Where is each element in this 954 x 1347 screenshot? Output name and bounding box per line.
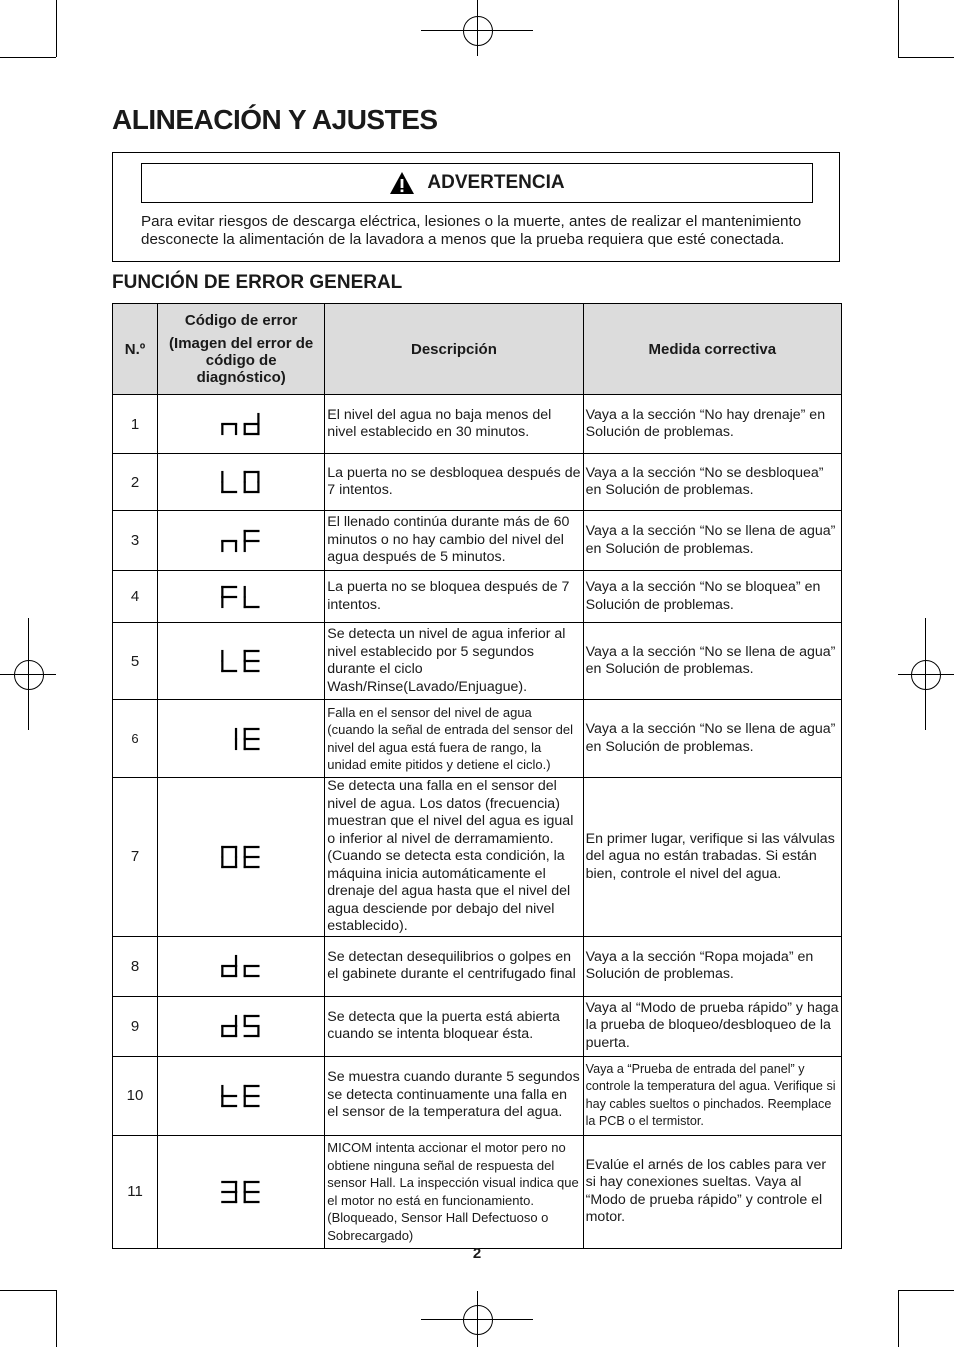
error-code-display-icon [218, 579, 264, 615]
row-corrective-action: En primer lugar, verifique si las válvulas del agua no están trabadas. Si están bien, controle el nivel del agua. [583, 778, 841, 937]
header-action: Medida correctiva [583, 304, 841, 395]
table-row [113, 996, 842, 1056]
row-number: 6 [113, 700, 158, 778]
warning-label: ADVERTENCIA [427, 172, 565, 193]
table-row [113, 623, 842, 700]
row-description: Se detecta que la puerta está abierta cuando se intenta bloquear ésta. [325, 996, 583, 1056]
error-code-display-icon [218, 406, 264, 442]
row-corrective-action: Vaya a la sección “Ropa mojada” en Solución de problemas. [583, 936, 841, 996]
row-number: 1 [113, 395, 158, 454]
error-code-cell [158, 996, 325, 1056]
header-no: N.º [113, 304, 158, 395]
error-code-display-icon [218, 464, 264, 500]
error-code-display-icon [218, 1078, 264, 1114]
row-description: La puerta no se bloquea después de 7 intentos. [325, 571, 583, 623]
row-corrective-action: Vaya al “Modo de prueba rápido” y haga la prueba de bloqueo/desbloqueo de la puerta. [583, 996, 841, 1056]
error-code-cell [158, 395, 325, 454]
row-corrective-action: Vaya a la sección “No se llena de agua” en Solución de problemas. [583, 623, 841, 700]
error-code-cell [158, 936, 325, 996]
row-number: 8 [113, 936, 158, 996]
row-corrective-action: Vaya a la sección “No se bloquea” en Solución de problemas. [583, 571, 841, 623]
row-corrective-action: Vaya a la sección “No se llena de agua” en Solución de problemas. [583, 700, 841, 778]
section-title: FUNCIÓN DE ERROR GENERAL [112, 272, 403, 293]
table-row [113, 571, 842, 623]
error-code-display-icon [218, 1174, 264, 1210]
table-row [113, 511, 842, 571]
row-number: 11 [113, 1135, 158, 1248]
error-code-display-icon [218, 839, 264, 875]
row-number: 2 [113, 454, 158, 511]
error-code-display-icon [218, 721, 264, 757]
row-number: 5 [113, 623, 158, 700]
row-corrective-action: Vaya a la sección “No se desbloquea” en Solución de problemas. [583, 454, 841, 511]
table-row [113, 778, 842, 937]
error-code-cell [158, 1056, 325, 1135]
row-description: Se detecta un nivel de agua inferior al nivel establecido por 5 segundos durante el ciclo Wash/Rinse(Lavado/Enjuague). [325, 623, 583, 700]
table-row [113, 1135, 842, 1248]
error-code-cell [158, 454, 325, 511]
error-code-cell [158, 1135, 325, 1248]
error-code-cell [158, 700, 325, 778]
row-number: 3 [113, 511, 158, 571]
warning-box [112, 152, 840, 262]
error-code-display-icon [218, 523, 264, 559]
error-code-cell [158, 571, 325, 623]
header-code-subtitle: (Imagen del error de código de diagnóstico) [169, 335, 314, 386]
header-code-title: Código de error [184, 312, 298, 329]
row-description: Se muestra cuando durante 5 segundos se detecta continuamente una falla en el sensor de la temperatura del agua. [325, 1056, 583, 1135]
warning-triangle-icon [389, 171, 415, 195]
row-number: 10 [113, 1056, 158, 1135]
table-row [113, 936, 842, 996]
warning-text: Para evitar riesgos de descarga eléctrica, lesiones o la muerte, antes de realizar el mantenimiento desconecte la alimentación de la lavadora a menos que la prueba requiera que esté conectada. [141, 213, 802, 248]
row-description: El llenado continúa durante más de 60 minutos o no hay cambio del nivel del agua después de 5 minutos. [325, 511, 583, 571]
row-description: MICOM intenta accionar el motor pero no obtiene ninguna señal de respuesta del sensor Hall. La inspección visual indica que el motor no está en funcionamiento. (Bloqueado, Sensor Hall Defectuoso o Sobrecargado) [325, 1135, 583, 1248]
error-code-cell [158, 511, 325, 571]
page-number: 2 [472, 1245, 482, 1262]
table-header-row [113, 304, 842, 395]
table-row [113, 395, 842, 454]
row-description: Se detecta una falla en el sensor del nivel de agua. Los datos (frecuencia) muestran que el nivel del agua es igual o inferior al nivel de derramamiento. (Cuando se detecta esta condición, la máquina inicia automáticamente el drenaje del agua hasta que el nivel del agua desciende por debajo del nivel establecido). [325, 778, 583, 937]
row-number: 7 [113, 778, 158, 937]
row-description: Falla en el sensor del nivel de agua (cuando la señal de entrada del sensor del nivel del agua está fuera de rango, la unidad emite pitidos y detiene el ciclo.) [325, 700, 583, 778]
header-code [158, 304, 325, 395]
row-corrective-action: Vaya a “Prueba de entrada del panel” y controle la temperatura del agua. Verifique si hay cables sueltos o pinchados. Reemplace la PCB o el termistor. [583, 1056, 841, 1135]
table-row [113, 1056, 842, 1135]
row-corrective-action: Vaya a la sección “No se llena de agua” en Solución de problemas. [583, 511, 841, 571]
row-description: Se detectan desequilibrios o golpes en el gabinete durante el centrifugado final [325, 936, 583, 996]
row-corrective-action: Vaya a la sección “No hay drenaje” en Solución de problemas. [583, 395, 841, 454]
error-code-cell [158, 778, 325, 937]
row-corrective-action: Evalúe el arnés de los cables para ver si hay conexiones sueltas. Vaya al “Modo de prueba rápido” y controle el motor. [583, 1135, 841, 1248]
page-title: ALINEACIÓN Y AJUSTES [112, 104, 438, 135]
error-code-display-icon [218, 643, 264, 679]
warning-header [141, 163, 813, 203]
error-code-table [112, 303, 842, 1249]
error-code-display-icon [218, 948, 264, 984]
error-code-display-icon [218, 1008, 264, 1044]
table-row [113, 454, 842, 511]
row-description: El nivel del agua no baja menos del nivel establecido en 30 minutos. [325, 395, 583, 454]
row-description: La puerta no se desbloquea después de 7 intentos. [325, 454, 583, 511]
row-number: 4 [113, 571, 158, 623]
row-number: 9 [113, 996, 158, 1056]
header-description: Descripción [325, 304, 583, 395]
table-row [113, 700, 842, 778]
error-code-cell [158, 623, 325, 700]
